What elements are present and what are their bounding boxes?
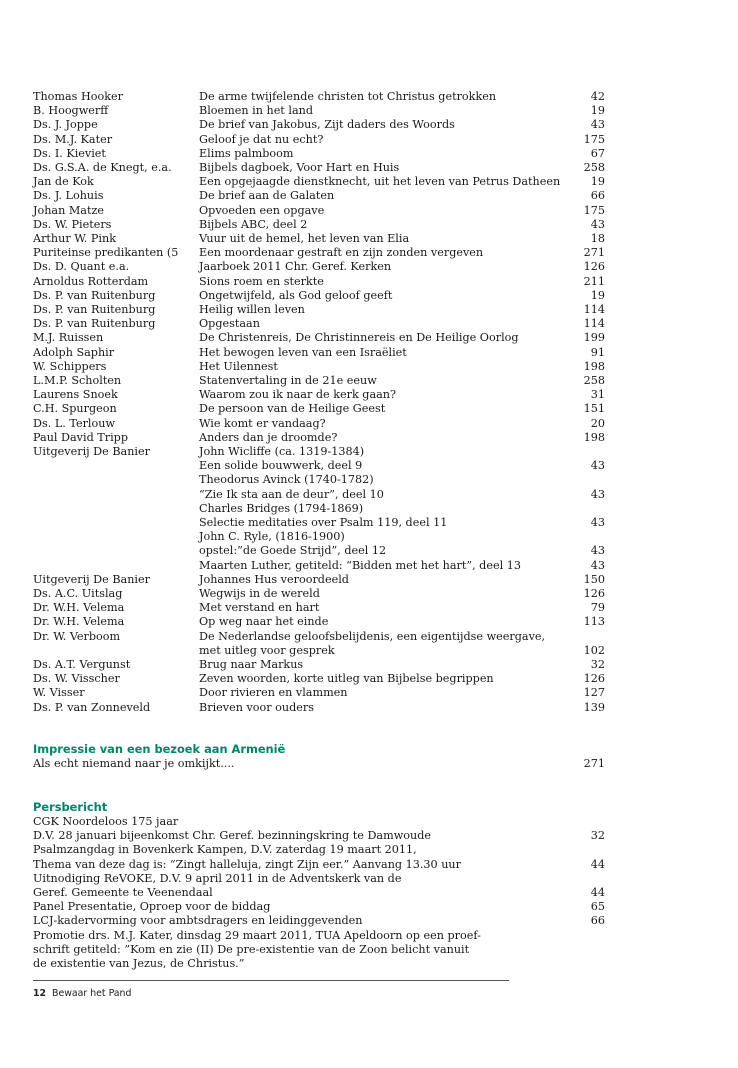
book-page-number: 43	[590, 558, 605, 572]
book-author: Arthur W. Pink	[33, 232, 116, 245]
book-author: Adolph Saphir	[33, 345, 115, 359]
section-heading-impressie: Impressie van een bezoek aan Armenië	[33, 742, 286, 756]
book-title: Heilig willen leven	[199, 303, 305, 316]
book-row	[33, 118, 605, 132]
book-title: De persoon van de Heilige Geest	[199, 402, 386, 416]
book-author: Ds. L. Terlouw	[33, 416, 116, 430]
book-title: Anders dan je droomde?	[199, 430, 338, 444]
book-page-number: 79	[590, 601, 605, 615]
book-author: Ds. W. Pieters	[33, 217, 112, 231]
book-page-number: 102	[583, 643, 605, 657]
book-title: Selectie meditaties over Psalm 119, deel 11	[199, 516, 448, 529]
book-page-number: 126	[583, 260, 605, 274]
impressie-line-page-number: 271	[583, 757, 605, 770]
persbericht-line	[33, 843, 605, 857]
book-page-number: 31	[590, 388, 605, 402]
book-page-number: 66	[590, 189, 605, 203]
book-row	[33, 133, 605, 147]
book-title: Het bewogen leven van een Israëliet	[199, 345, 407, 359]
book-title: Waarom zou ik naar de kerk gaan?	[199, 388, 396, 402]
book-row	[33, 615, 605, 629]
book-row	[33, 686, 605, 700]
book-page-number: 175	[583, 132, 605, 146]
book-author: Ds. D. Quant e.a.	[33, 260, 130, 274]
persbericht-line	[33, 829, 605, 843]
persbericht-line	[33, 929, 605, 943]
book-title: John Wicliffe (ca. 1319-1384)	[199, 445, 365, 458]
book-page-number: 198	[583, 359, 605, 373]
book-title: Statenvertaling in de 21e eeuw	[199, 374, 377, 387]
book-author: Johan Matze	[33, 203, 104, 217]
book-row	[33, 630, 605, 644]
book-title: Wie komt er vandaag?	[199, 416, 326, 430]
persbericht-line-text: schrift getiteld: ”Kom en zie (II) De pre-existentie van de Zoon belicht vanuit	[33, 942, 470, 956]
section-heading-persbericht: Persbericht	[33, 800, 108, 814]
book-page-number: 114	[583, 303, 605, 316]
book-page-number: 127	[583, 686, 605, 700]
book-title: opstel:”de Goede Strijd”, deel 12	[199, 544, 387, 558]
book-title: Door rivieren en vlammen	[199, 686, 348, 700]
book-row	[33, 431, 605, 445]
book-row	[33, 601, 605, 615]
book-page-number: 18	[590, 232, 605, 245]
book-page-number: 20	[590, 416, 605, 430]
book-page-number: 199	[583, 331, 605, 345]
book-row	[33, 417, 605, 431]
book-row	[33, 530, 605, 544]
book-author: Dr. W. Verboom	[33, 629, 121, 643]
persbericht-line	[33, 943, 605, 957]
book-title: Ongetwijfeld, als God geloof geeft	[199, 288, 393, 302]
book-title: Bloemen in het land	[199, 104, 313, 118]
book-page-number: 198	[583, 430, 605, 444]
book-page-number: 150	[583, 572, 605, 586]
book-page-number: 43	[590, 217, 605, 231]
book-row	[33, 360, 605, 374]
book-row	[33, 260, 605, 274]
book-page-number: 151	[583, 402, 605, 416]
book-page-number: 32	[590, 658, 605, 671]
book-title: Met verstand en hart	[199, 601, 320, 615]
impressie-line	[33, 757, 605, 771]
book-row	[33, 147, 605, 161]
book-author: C.H. Spurgeon	[33, 402, 117, 416]
book-title: Een solide bouwwerk, deel 9	[199, 459, 363, 473]
publication-name: Bewaar het Pand	[52, 988, 132, 999]
book-title: Brieven voor ouders	[199, 700, 314, 714]
book-page-number: 271	[583, 246, 605, 260]
book-title: De brief van Jakobus, Zijt daders des Woords	[199, 118, 455, 132]
book-title: Zeven woorden, korte uitleg van Bijbelse begrippen	[199, 672, 494, 686]
book-title: Vuur uit de hemel, het leven van Elia	[199, 232, 410, 245]
persbericht-line-text: LCJ-kadervorming voor ambtsdragers en leidinggevenden	[33, 914, 363, 928]
book-row	[33, 658, 605, 672]
book-author: Ds. P. van Ruitenburg	[33, 288, 156, 302]
book-row	[33, 388, 605, 402]
book-row	[33, 701, 605, 715]
book-page-number: 43	[590, 459, 605, 473]
persbericht-line-text: D.V. 28 januari bijeenkomst Chr. Geref. bezinningskring te Damwoude	[33, 829, 431, 843]
persbericht-line-text: Promotie drs. M.J. Kater, dinsdag 29 maart 2011, TUA Apeldoorn op een proef-	[33, 928, 481, 942]
persbericht-line-text: Psalmzangdag in Bovenkerk Kampen, D.V. zaterdag 19 maart 2011,	[33, 843, 417, 857]
book-author: Puriteinse predikanten (5	[33, 246, 179, 260]
book-page-number: 43	[590, 118, 605, 132]
book-author: Ds. P. van Ruitenburg	[33, 303, 156, 316]
book-title: De Nederlandse geloofsbelijdenis, een eigentijdse weergave,	[199, 629, 546, 643]
book-page-number: 126	[583, 587, 605, 600]
book-page-number: 258	[583, 374, 605, 387]
book-author: Thomas Hooker	[33, 90, 123, 103]
book-title: Een opgejaagde dienstknecht, uit het leven van Petrus Datheen	[199, 175, 561, 189]
book-title: Opvoeden een opgave	[199, 203, 325, 217]
book-row	[33, 587, 605, 601]
book-title: Johannes Hus veroordeeld	[199, 572, 349, 586]
persbericht-line	[33, 914, 605, 928]
book-author: Ds. J. Joppe	[33, 118, 98, 132]
book-row	[33, 644, 605, 658]
book-page-number: 211	[583, 274, 605, 288]
persbericht-line	[33, 957, 605, 971]
book-row	[33, 402, 605, 416]
book-row	[33, 544, 605, 558]
book-page-number: 19	[590, 104, 605, 118]
book-row	[33, 473, 605, 487]
book-page-number: 42	[590, 90, 605, 103]
book-row	[33, 289, 605, 303]
persbericht-line-page-number: 44	[590, 857, 605, 871]
book-page-number: 43	[590, 516, 605, 529]
book-title: John C. Ryle, (1816-1900)	[199, 530, 345, 544]
book-row	[33, 303, 605, 317]
persbericht-line	[33, 815, 605, 829]
book-author: B. Hoogwerff	[33, 104, 109, 118]
book-row	[33, 488, 605, 502]
book-row	[33, 189, 605, 203]
book-title: Charles Bridges (1794-1869)	[199, 501, 364, 515]
persbericht-line-page-number: 44	[590, 886, 605, 899]
book-author: Ds. P. van Zonneveld	[33, 700, 151, 714]
book-page-number: 258	[583, 161, 605, 174]
persbericht-line-text: Uitnodiging ReVOKE, D.V. 9 april 2011 in de Adventskerk van de	[33, 871, 402, 885]
book-author: Ds. P. van Ruitenburg	[33, 317, 156, 331]
book-row	[33, 246, 605, 260]
persbericht-line-page-number: 65	[590, 900, 605, 914]
book-row	[33, 374, 605, 388]
persbericht-line-text: CGK Noordeloos 175 jaar	[33, 815, 179, 828]
book-row	[33, 204, 605, 218]
book-author: Ds. M.J. Kater	[33, 132, 113, 146]
book-row	[33, 232, 605, 246]
book-author: Ds. J. Lohuis	[33, 189, 104, 203]
book-author: Ds. W. Visscher	[33, 672, 120, 686]
book-row	[33, 275, 605, 289]
book-row	[33, 218, 605, 232]
book-page-number: 113	[583, 615, 605, 629]
persbericht-line-text: Thema van deze dag is: “Zingt halleluja, zingt Zijn eer.” Aanvang 13.30 uur	[33, 857, 461, 871]
book-row	[33, 104, 605, 118]
book-title: Theodorus Avinck (1740-1782)	[199, 473, 374, 487]
book-page-number: 91	[590, 345, 605, 359]
book-author: Dr. W.H. Velema	[33, 615, 125, 629]
book-row	[33, 502, 605, 516]
book-row	[33, 346, 605, 360]
book-author: Arnoldus Rotterdam	[33, 274, 149, 288]
book-author: Ds. A.T. Vergunst	[33, 658, 131, 671]
book-page-number: 175	[583, 203, 605, 217]
book-author: Ds. I. Kieviet	[33, 146, 106, 160]
book-page-number: 139	[583, 700, 605, 714]
book-title: Opgestaan	[199, 317, 260, 331]
book-author: L.M.P. Scholten	[33, 374, 122, 387]
book-title: Op weg naar het einde	[199, 615, 329, 629]
book-page-number: 43	[590, 544, 605, 558]
book-author: Dr. W.H. Velema	[33, 601, 125, 615]
book-title: De Christenreis, De Christinnereis en De Heilige Oorlog	[199, 331, 519, 345]
book-author: Uitgeverij De Banier	[33, 572, 150, 586]
book-row	[33, 175, 605, 189]
book-row	[33, 459, 605, 473]
persbericht-line-text: Panel Presentatie, Oproep voor de biddag	[33, 900, 271, 914]
book-title: Sions roem en sterkte	[199, 274, 324, 288]
page-number: 12	[33, 988, 47, 999]
persbericht-line	[33, 900, 605, 914]
book-title: “Zie Ik sta aan de deur”, deel 10	[199, 487, 384, 501]
book-title: Bijbels dagboek, Voor Hart en Huis	[199, 161, 400, 174]
page-footer	[33, 988, 131, 1000]
book-title: Bijbels ABC, deel 2	[199, 217, 308, 231]
book-title: De arme twijfelende christen tot Christus getrokken	[199, 90, 497, 103]
book-title: Jaarboek 2011 Chr. Geref. Kerken	[199, 260, 392, 274]
persbericht-line-page-number: 32	[590, 829, 605, 843]
book-title: Wegwijs in de wereld	[199, 587, 320, 600]
book-author: W. Visser	[33, 686, 85, 700]
book-author: Ds. G.S.A. de Knegt, e.a.	[33, 161, 172, 174]
persbericht-line	[33, 858, 605, 872]
persbericht-line	[33, 886, 605, 900]
book-row	[33, 516, 605, 530]
persbericht-line-page-number: 66	[590, 914, 605, 928]
book-author: Laurens Snoek	[33, 388, 118, 402]
book-row	[33, 573, 605, 587]
book-title: met uitleg voor gesprek	[199, 643, 335, 657]
book-row	[33, 445, 605, 459]
persbericht-line	[33, 872, 605, 886]
book-page-number: 114	[583, 317, 605, 331]
book-author: Uitgeverij De Banier	[33, 445, 150, 458]
book-author: Jan de Kok	[33, 175, 94, 189]
book-row	[33, 161, 605, 175]
book-title: Brug naar Markus	[199, 658, 304, 671]
book-author: W. Schippers	[33, 359, 107, 373]
book-title: Een moordenaar gestraft en zijn zonden vergeven	[199, 246, 484, 260]
book-title: Elims palmboom	[199, 146, 294, 160]
book-author: M.J. Ruissen	[33, 331, 104, 345]
book-row	[33, 331, 605, 345]
book-author: Ds. A.C. Uitslag	[33, 587, 123, 600]
book-page-number: 67	[590, 146, 605, 160]
book-title: Maarten Luther, getiteld: “Bidden met het hart”, deel 13	[199, 558, 521, 572]
book-page-number: 19	[590, 288, 605, 302]
book-row	[33, 559, 605, 573]
book-title: Het Uilennest	[199, 359, 278, 373]
footer-divider	[33, 980, 509, 981]
book-title: De brief aan de Galaten	[199, 189, 335, 203]
book-row	[33, 317, 605, 331]
persbericht-line-text: Geref. Gemeente te Veenendaal	[33, 886, 213, 899]
book-page-number: 126	[583, 672, 605, 686]
book-page-number: 19	[590, 175, 605, 189]
book-page-number: 43	[590, 487, 605, 501]
impressie-line-text: Als echt niemand naar je omkijkt....	[33, 757, 235, 770]
book-row	[33, 672, 605, 686]
book-row	[33, 90, 605, 104]
persbericht-line-text: de existentie van Jezus, de Christus.”	[33, 957, 245, 970]
book-author: Paul David Tripp	[33, 430, 129, 444]
book-title: Geloof je dat nu echt?	[199, 132, 324, 146]
